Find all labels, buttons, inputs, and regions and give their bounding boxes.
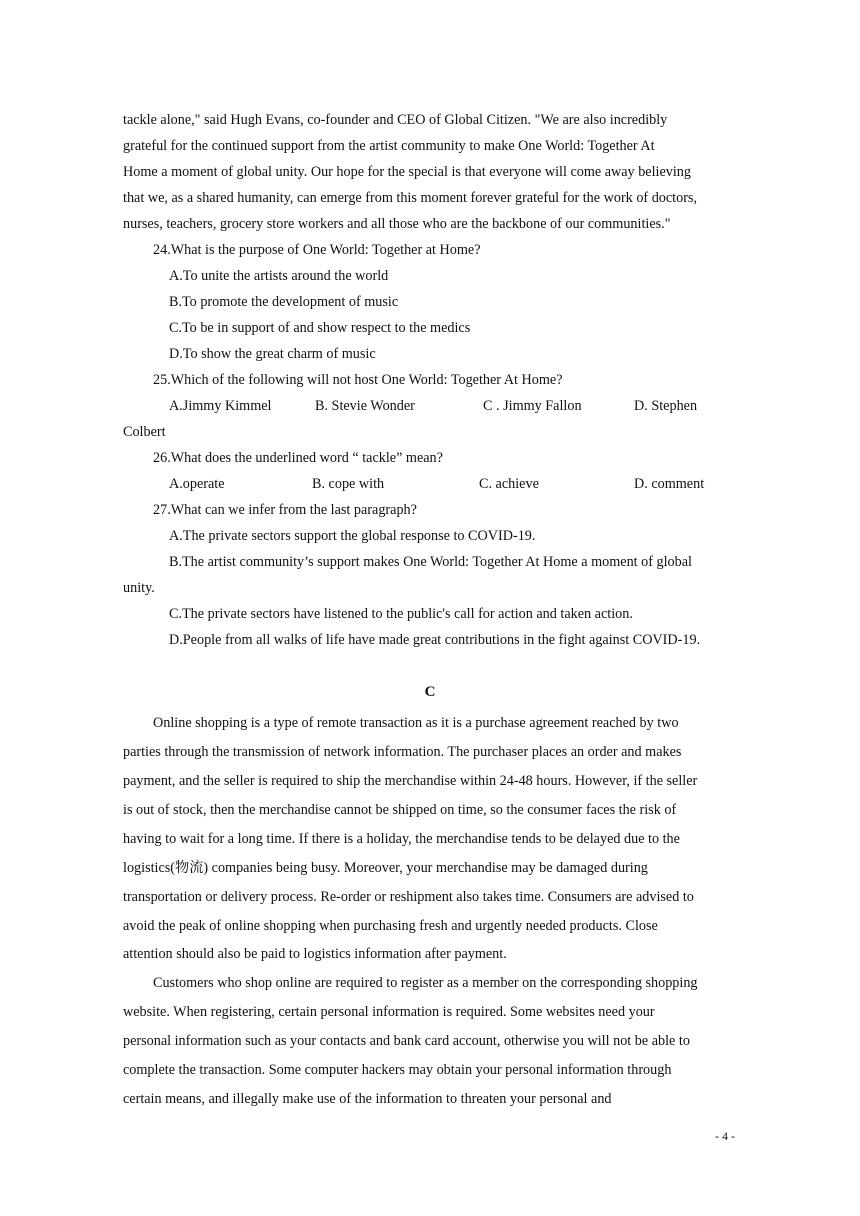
passage-c-line: Online shopping is a type of remote transaction as it is a purchase agreement reached by two [153, 715, 679, 731]
passage-line: nurses, teachers, grocery store workers and all those who are the backbone of our communities." [123, 216, 671, 232]
question-26-option-b: B. cope with [312, 476, 385, 492]
question-24-option-a: A.To unite the artists around the world [169, 268, 389, 284]
question-25-option-d: D. Stephen [634, 398, 698, 414]
question-24-option-c: C.To be in support of and show respect to the medics [169, 320, 471, 336]
question-24-option-b: B.To promote the development of music [169, 294, 399, 310]
question-26-stem: 26.What does the underlined word “ tackle” mean? [153, 450, 443, 466]
page-number: - 4 - [715, 1129, 735, 1143]
question-27-option-b-wrap: unity. [123, 580, 155, 596]
question-27-option-c: C.The private sectors have listened to the public's call for action and taken action. [169, 606, 633, 622]
passage-c-line: certain means, and illegally make use of the information to threaten your personal and [123, 1091, 612, 1107]
question-26-option-d: D. comment [634, 476, 705, 492]
passage-c-line: website. When registering, certain personal information is required. Some websites need your [123, 1004, 655, 1020]
question-25-option-d-wrap: Colbert [123, 424, 166, 440]
section-c-heading: C [424, 684, 436, 700]
question-27-option-b: B.The artist community’s support makes One World: Together At Home a moment of global [169, 554, 692, 570]
question-25-option-b: B. Stevie Wonder [315, 398, 415, 414]
question-26-option-a: A.operate [169, 476, 225, 492]
passage-line: tackle alone," said Hugh Evans, co-founder and CEO of Global Citizen. "We are also incredibly [123, 112, 668, 128]
passage-line: grateful for the continued support from the artist community to make One World: Together At [123, 138, 655, 154]
passage-c-line: Customers who shop online are required to register as a member on the corresponding shopping [153, 975, 698, 991]
question-27-option-a: A.The private sectors support the global response to COVID-19. [169, 528, 536, 544]
question-25-option-c: C . Jimmy Fallon [483, 398, 582, 414]
passage-c-line: attention should also be paid to logistics information after payment. [123, 946, 507, 962]
question-24-stem: 24.What is the purpose of One World: Together at Home? [153, 242, 481, 258]
passage-c-line: complete the transaction. Some computer hackers may obtain your personal information through [123, 1062, 672, 1078]
passage-c-line: transportation or delivery process. Re-order or reshipment also takes time. Consumers are advised to [123, 889, 694, 905]
passage-c-line: parties through the transmission of network information. The purchaser places an order and makes [123, 744, 682, 760]
passage-c-line: logistics(物流) companies being busy. Moreover, your merchandise may be damaged during [123, 860, 648, 876]
passage-c-line: personal information such as your contacts and bank card account, otherwise you will not be able to [123, 1033, 690, 1049]
passage-c-line: having to wait for a long time. If there is a holiday, the merchandise tends to be delayed due to the [123, 831, 680, 847]
question-26-option-c: C. achieve [479, 476, 539, 492]
question-24-option-d: D.To show the great charm of music [169, 346, 376, 362]
passage-c-line: payment, and the seller is required to ship the merchandise within 24-48 hours. However, if the seller [123, 773, 698, 789]
question-25-option-a: A.Jimmy Kimmel [169, 398, 272, 414]
passage-line: Home a moment of global unity. Our hope for the special is that everyone will come away believing [123, 164, 691, 180]
passage-c-line: avoid the peak of online shopping when purchasing fresh and urgently needed products. Close [123, 918, 658, 934]
question-25-stem: 25.Which of the following will not host One World: Together At Home? [153, 372, 563, 388]
question-27-stem: 27.What can we infer from the last paragraph? [153, 502, 417, 518]
passage-line: that we, as a shared humanity, can emerge from this moment forever grateful for the work of doctors, [123, 190, 698, 206]
question-27-option-d: D.People from all walks of life have made great contributions in the fight against COVID-19. [169, 632, 701, 648]
passage-c-line: is out of stock, then the merchandise cannot be shipped on time, so the consumer faces the risk of [123, 802, 677, 818]
